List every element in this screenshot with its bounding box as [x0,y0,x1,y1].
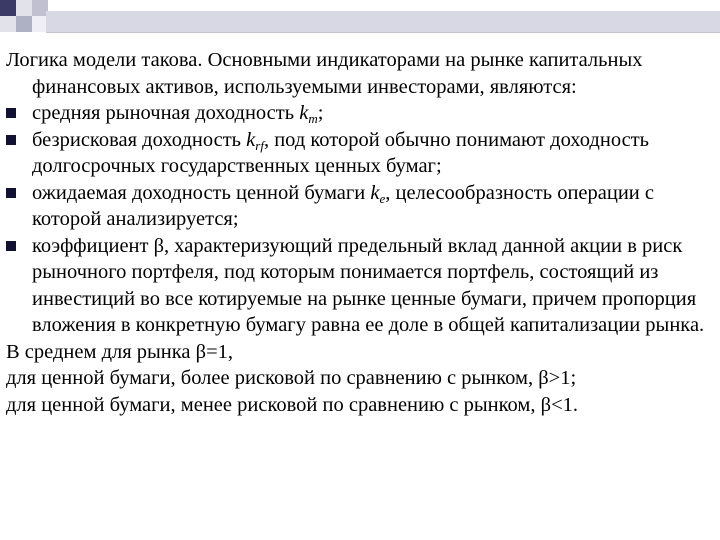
bullet-text: ожидаемая доходность ценной бумаги [32,181,371,204]
bullet-item [6,127,714,180]
bullet-item [6,180,714,233]
bullet-text-tail: ; [317,102,324,124]
header-rule [46,32,720,33]
conclusion-line: для ценной бумаги, более рисковой по сравнению с рынком, β>1; [6,367,577,389]
symbol: k [299,102,309,124]
bullet-text: коэффициент β, характеризующий предельный вклад данной акции в риск рыночного портфеля, под которым понимается портфель, состоящий из инвестиций во все котируемые на рынке ценные бумаги, причем пропорция вложения в конкретную бумагу равна ее доле в общей капитализации рынка. [32,234,705,336]
decor-square [0,16,16,32]
bullet-text-tail: , под которой обычно понимают доходность долгосрочных государственных ценных бумаг; [32,128,650,177]
decor-square [0,0,16,16]
subscript: e [379,190,386,206]
bullet-item [6,233,714,339]
subscript: rf [255,137,264,153]
bullet-text: средняя рыночная доходность [32,102,300,124]
conclusion-line: В среднем для рынка β=1, [6,340,234,363]
header-decoration [0,0,720,42]
symbol: k [370,181,380,204]
decor-square [16,0,32,16]
square-bullet-icon [6,188,16,198]
intro-paragraph: Логика модели такова. Основными индикаторами на рынке капитальных финансовых активов, используемыми инвесторами, являются: [6,49,643,98]
header-bar [46,11,720,32]
square-bullet-icon [6,241,16,251]
slide-body [6,47,714,418]
decor-square [16,16,32,32]
square-bullet-icon [6,135,16,145]
subscript: m [308,111,318,126]
bullet-text-tail: , целесообразность операции с которой анализируется; [32,181,654,230]
conclusion-line: для ценной бумаги, менее рисковой по сравнению с рынком, β<1. [6,393,579,416]
square-bullet-icon [6,108,16,118]
bullet-item [6,100,714,127]
symbol: k [246,128,256,151]
bullet-text: безрисковая доходность [32,128,247,151]
